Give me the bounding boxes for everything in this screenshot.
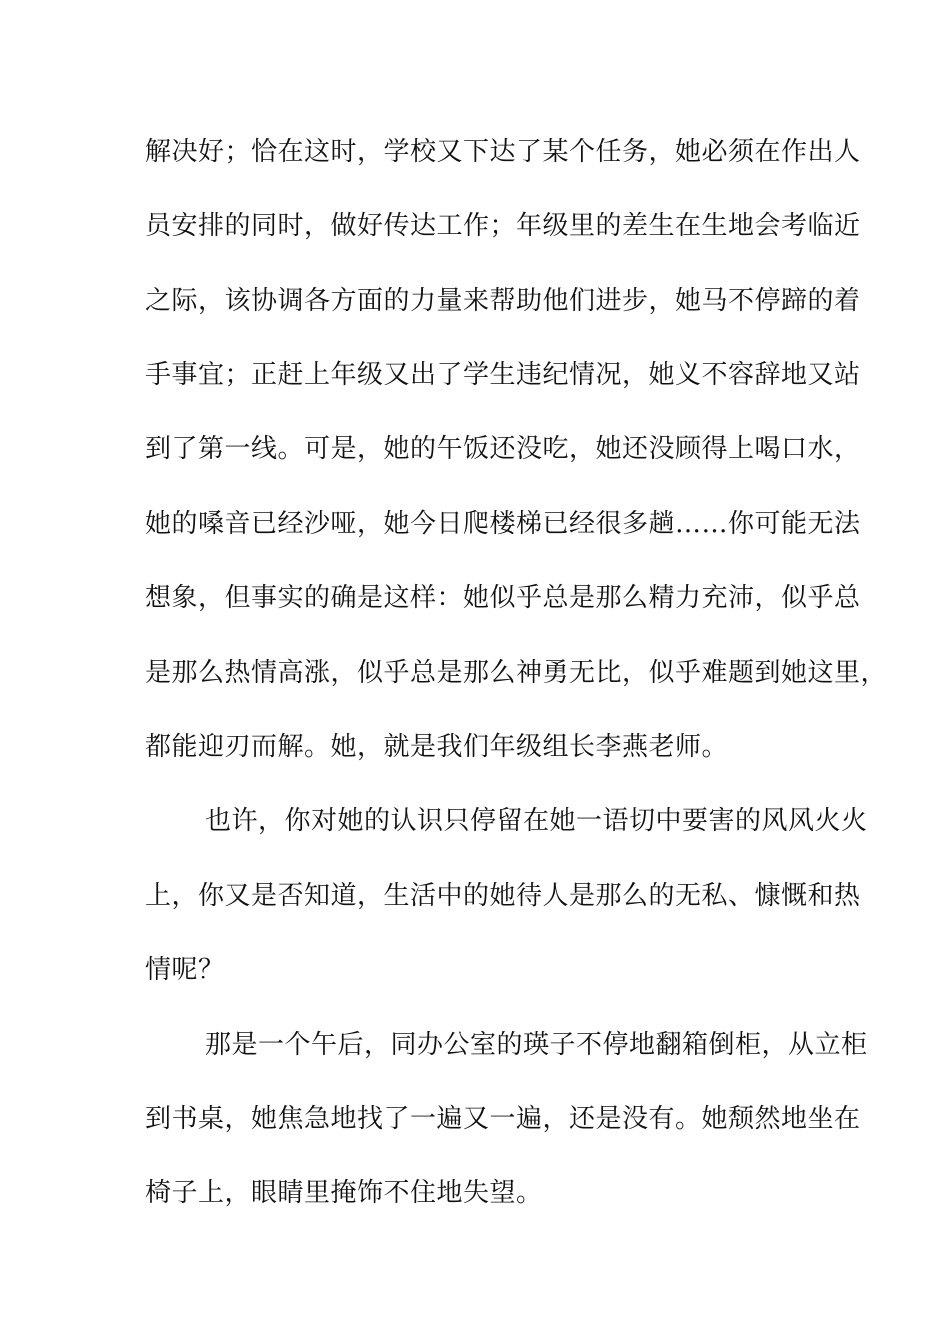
paragraph-first-line: 那是一个午后，同办公室的瑛子不停地翻箱倒柜，从立柜 (205, 1030, 868, 1060)
text-line: 解决好；恰在这时，学校又下达了某个任务，她必须在作出人 (145, 137, 861, 167)
text-line: 她的嗓音已经沙哑，她今日爬楼梯已经很多趟……你可能无法 (145, 509, 861, 539)
text-line: 都能迎刃而解。她，就是我们年级组长李燕老师。 (145, 732, 729, 762)
text-line: 员安排的同时，做好传达工作；年级里的差生在生地会考临近 (145, 211, 861, 241)
text-line: 到书桌，她焦急地找了一遍又一遍，还是没有。她颓然地坐在 (145, 1104, 861, 1134)
text-line: 想象，但事实的确是这样：她似乎总是那么精力充沛，似乎总 (145, 583, 861, 613)
text-line: 上，你又是否知道，生活中的她待人是那么的无私、慷慨和热 (145, 881, 861, 911)
text-line: 是那么热情高涨，似乎总是那么神勇无比，似乎难题到她这里， (145, 658, 888, 688)
text-line: 到了第一线。可是，她的午饭还没吃，她还没顾得上喝口水， (145, 434, 861, 464)
text-line: 之际，该协调各方面的力量来帮助他们进步，她马不停蹄的着 (145, 286, 861, 316)
text-line: 情呢？ (145, 955, 225, 985)
text-line: 手事宜；正赶上年级又出了学生违纪情况，她义不容辞地又站 (145, 360, 861, 390)
text-line: 椅子上，眼睛里掩饰不住地失望。 (145, 1178, 543, 1208)
paragraph-first-line: 也许，你对她的认识只停留在她一语切中要害的风风火火 (205, 806, 868, 836)
